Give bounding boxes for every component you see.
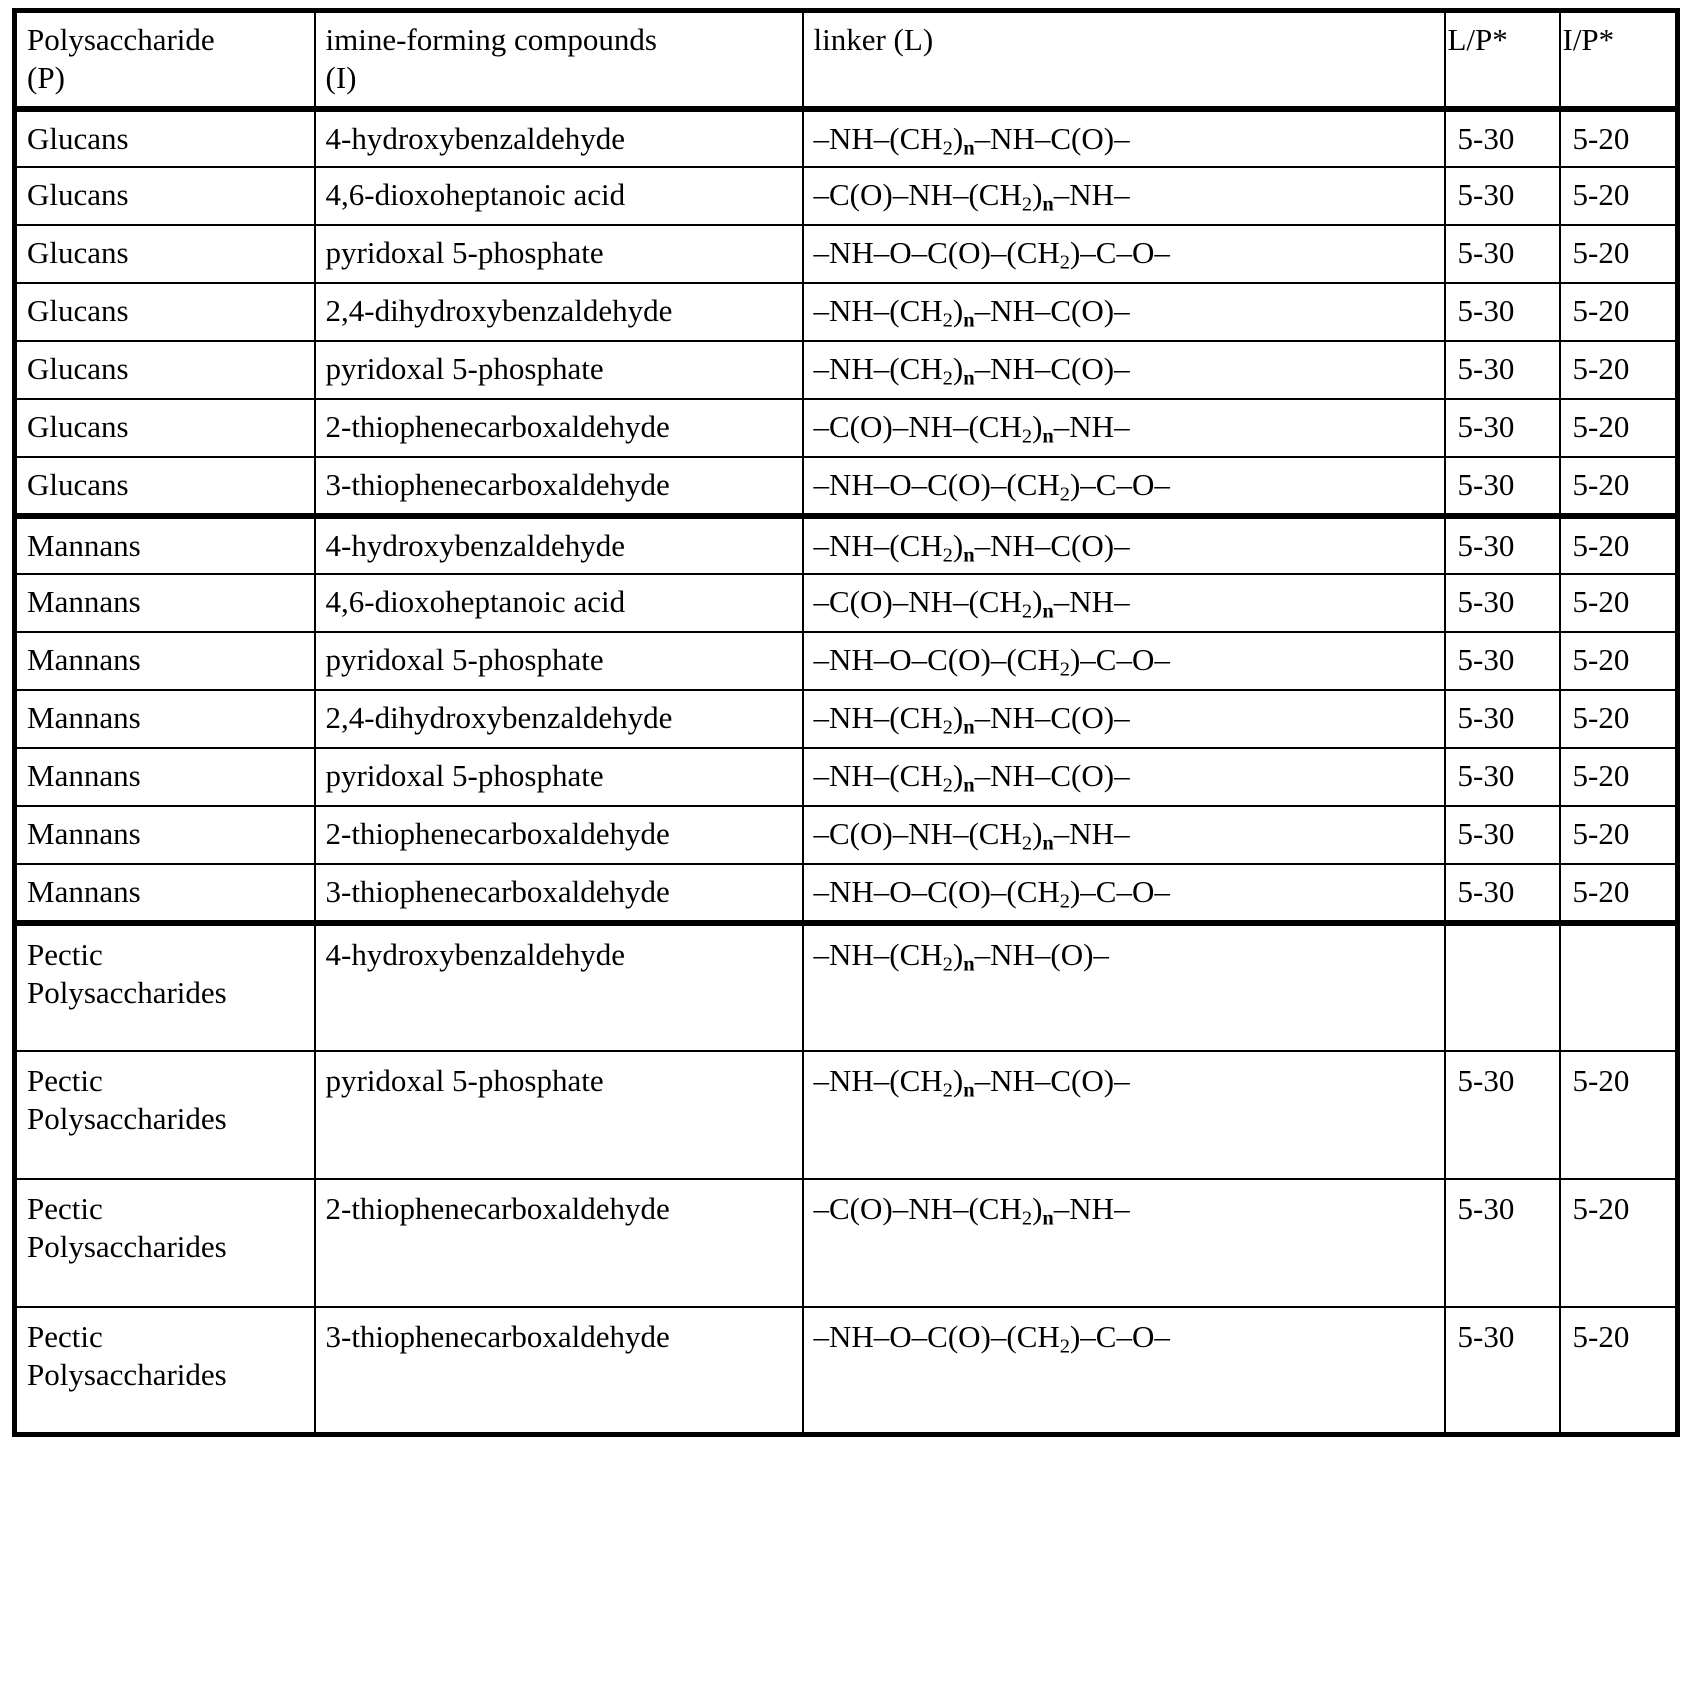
cell-lp-ratio: 5-30	[1445, 1307, 1560, 1435]
cell-polysaccharide: Pectic Polysaccharides	[15, 1179, 315, 1307]
cell-polysaccharide: Glucans	[15, 399, 315, 457]
table-row	[15, 225, 1678, 283]
cell-imine-compound: 2,4-dihydroxybenzaldehyde	[315, 690, 803, 748]
cell-polysaccharide: Glucans	[15, 167, 315, 225]
cell-lp-ratio: 5-30	[1445, 167, 1560, 225]
table-row	[15, 457, 1678, 515]
cell-lp-ratio: 5-30	[1445, 574, 1560, 632]
table-row	[15, 283, 1678, 341]
cell-imine-compound: 4,6-dioxoheptanoic acid	[315, 574, 803, 632]
table-row	[15, 574, 1678, 632]
cell-ip-ratio: 5-20	[1560, 1179, 1678, 1307]
cell-linker: $-NH-O-C(O)-(CH_2)-C-O-$	[803, 457, 1445, 515]
table-row	[15, 1307, 1678, 1435]
column-header-imine-line1: imine-forming compounds	[325, 22, 657, 57]
cell-imine-compound: 2-thiophenecarboxaldehyde	[315, 399, 803, 457]
cell-imine-compound: 3-thiophenecarboxaldehyde	[315, 1307, 803, 1435]
cell-lp-ratio: 5-30	[1445, 690, 1560, 748]
column-header-lp-ratio: L/P*	[1445, 11, 1560, 109]
cell-polysaccharide: Mannans	[15, 806, 315, 864]
table-row	[15, 167, 1678, 225]
cell-polysaccharide: Glucans	[15, 341, 315, 399]
cell-ip-ratio: 5-20	[1560, 1051, 1678, 1179]
cell-imine-compound: 2,4-dihydroxybenzaldehyde	[315, 283, 803, 341]
cell-imine-compound: 4-hydroxybenzaldehyde	[315, 109, 803, 167]
cell-ip-ratio: 5-20	[1560, 690, 1678, 748]
table-header	[15, 11, 1678, 109]
cell-linker: $-NH-(CH_2)n-NH-C(O)-$	[803, 109, 1445, 167]
column-header-polysaccharide-line2: (P)	[27, 60, 65, 96]
table-row	[15, 632, 1678, 690]
cell-lp-ratio: 5-30	[1445, 632, 1560, 690]
cell-lp-ratio: 5-30	[1445, 457, 1560, 515]
cell-ip-ratio: 5-20	[1560, 109, 1678, 167]
cell-polysaccharide: Mannans	[15, 632, 315, 690]
column-header-imine	[315, 11, 803, 109]
cell-linker: $-NH-(CH_2)n-NH-C(O)-$	[803, 341, 1445, 399]
table-row	[15, 748, 1678, 806]
cell-polysaccharide: Pectic Polysaccharides	[15, 923, 315, 1051]
cell-imine-compound: 2-thiophenecarboxaldehyde	[315, 1179, 803, 1307]
cell-imine-compound: pyridoxal 5-phosphate	[315, 632, 803, 690]
cell-lp-ratio: 5-30	[1445, 1051, 1560, 1179]
cell-lp-ratio: 5-30	[1445, 1179, 1560, 1307]
header-row	[15, 11, 1678, 109]
cell-polysaccharide: Glucans	[15, 283, 315, 341]
cell-polysaccharide: Pectic Polysaccharides	[15, 1051, 315, 1179]
cell-ip-ratio: 5-20	[1560, 283, 1678, 341]
cell-lp-ratio: 5-30	[1445, 341, 1560, 399]
cell-linker: $-NH-(CH_2)n-NH-C(O)-$	[803, 1051, 1445, 1179]
cell-imine-compound: pyridoxal 5-phosphate	[315, 341, 803, 399]
cell-lp-ratio: 5-30	[1445, 109, 1560, 167]
cell-linker: $-NH-O-C(O)-(CH_2)-C-O-$	[803, 225, 1445, 283]
cell-ip-ratio: 5-20	[1560, 864, 1678, 922]
cell-imine-compound: 4-hydroxybenzaldehyde	[315, 923, 803, 1051]
cell-polysaccharide: Mannans	[15, 574, 315, 632]
cell-imine-compound: 4,6-dioxoheptanoic acid	[315, 167, 803, 225]
cell-linker: $-NH-O-C(O)-(CH_2)-C-O-$	[803, 864, 1445, 922]
cell-polysaccharide: Pectic Polysaccharides	[15, 1307, 315, 1435]
table-row	[15, 923, 1678, 1051]
cell-lp-ratio: 5-30	[1445, 283, 1560, 341]
cell-imine-compound: 4-hydroxybenzaldehyde	[315, 516, 803, 574]
column-header-imine-line2: (I)	[325, 60, 357, 96]
cell-imine-compound: pyridoxal 5-phosphate	[315, 225, 803, 283]
column-header-ip-ratio: I/P*	[1560, 11, 1678, 109]
cell-ip-ratio: 5-20	[1560, 167, 1678, 225]
cell-ip-ratio: 5-20	[1560, 748, 1678, 806]
cell-polysaccharide: Mannans	[15, 748, 315, 806]
cell-ip-ratio: 5-20	[1560, 574, 1678, 632]
cell-lp-ratio: 5-30	[1445, 864, 1560, 922]
cell-linker: $-NH-O-C(O)-(CH_2)-C-O-$	[803, 1307, 1445, 1435]
cell-ip-ratio: 5-20	[1560, 341, 1678, 399]
cell-linker: $-NH-(CH_2)n-NH-C(O)-$	[803, 690, 1445, 748]
cell-lp-ratio: 5-30	[1445, 399, 1560, 457]
table-row	[15, 806, 1678, 864]
cell-ip-ratio	[1560, 923, 1678, 1051]
table-row	[15, 399, 1678, 457]
cell-imine-compound: pyridoxal 5-phosphate	[315, 748, 803, 806]
cell-linker: $-C(O)-NH-(CH_2)n-NH-$	[803, 806, 1445, 864]
table-row	[15, 864, 1678, 922]
cell-ip-ratio: 5-20	[1560, 225, 1678, 283]
cell-polysaccharide: Glucans	[15, 225, 315, 283]
cell-linker: $-C(O)-NH-(CH_2)n-NH-$	[803, 574, 1445, 632]
table-row	[15, 690, 1678, 748]
cell-polysaccharide: Mannans	[15, 864, 315, 922]
cell-ip-ratio: 5-20	[1560, 516, 1678, 574]
cell-ip-ratio: 5-20	[1560, 632, 1678, 690]
table-row	[15, 516, 1678, 574]
cell-linker: $-NH-(CH_2)n-NH-C(O)-$	[803, 283, 1445, 341]
cell-linker: $-C(O)-NH-(CH_2)n-NH-$	[803, 1179, 1445, 1307]
cell-linker: $-NH-(CH_2)n-NH-(O)-$	[803, 923, 1445, 1051]
cell-polysaccharide: Mannans	[15, 690, 315, 748]
cell-lp-ratio: 5-30	[1445, 225, 1560, 283]
cell-lp-ratio: 5-30	[1445, 806, 1560, 864]
cell-imine-compound: pyridoxal 5-phosphate	[315, 1051, 803, 1179]
column-header-linker: linker (L)	[803, 11, 1445, 109]
cell-lp-ratio	[1445, 923, 1560, 1051]
table-row	[15, 1179, 1678, 1307]
cell-imine-compound: 3-thiophenecarboxaldehyde	[315, 457, 803, 515]
cell-lp-ratio: 5-30	[1445, 748, 1560, 806]
cell-linker: $-NH-(CH_2)n-NH-C(O)-$	[803, 516, 1445, 574]
cell-imine-compound: 3-thiophenecarboxaldehyde	[315, 864, 803, 922]
cell-ip-ratio: 5-20	[1560, 806, 1678, 864]
polysaccharide-linker-table	[12, 8, 1680, 1437]
cell-ip-ratio: 5-20	[1560, 457, 1678, 515]
table-body	[15, 109, 1678, 1435]
cell-polysaccharide: Mannans	[15, 516, 315, 574]
cell-linker: $-C(O)-NH-(CH_2)n-NH-$	[803, 167, 1445, 225]
table-row	[15, 1051, 1678, 1179]
column-header-polysaccharide	[15, 11, 315, 109]
cell-linker: $-NH-(CH_2)n-NH-C(O)-$	[803, 748, 1445, 806]
cell-imine-compound: 2-thiophenecarboxaldehyde	[315, 806, 803, 864]
cell-ip-ratio: 5-20	[1560, 399, 1678, 457]
cell-polysaccharide: Glucans	[15, 109, 315, 167]
cell-linker: $-NH-O-C(O)-(CH_2)-C-O-$	[803, 632, 1445, 690]
cell-linker: $-C(O)-NH-(CH_2)n-NH-$	[803, 399, 1445, 457]
column-header-polysaccharide-line1: Polysaccharide	[27, 22, 215, 57]
cell-ip-ratio: 5-20	[1560, 1307, 1678, 1435]
table-row	[15, 341, 1678, 399]
table-row	[15, 109, 1678, 167]
cell-lp-ratio: 5-30	[1445, 516, 1560, 574]
cell-polysaccharide: Glucans	[15, 457, 315, 515]
